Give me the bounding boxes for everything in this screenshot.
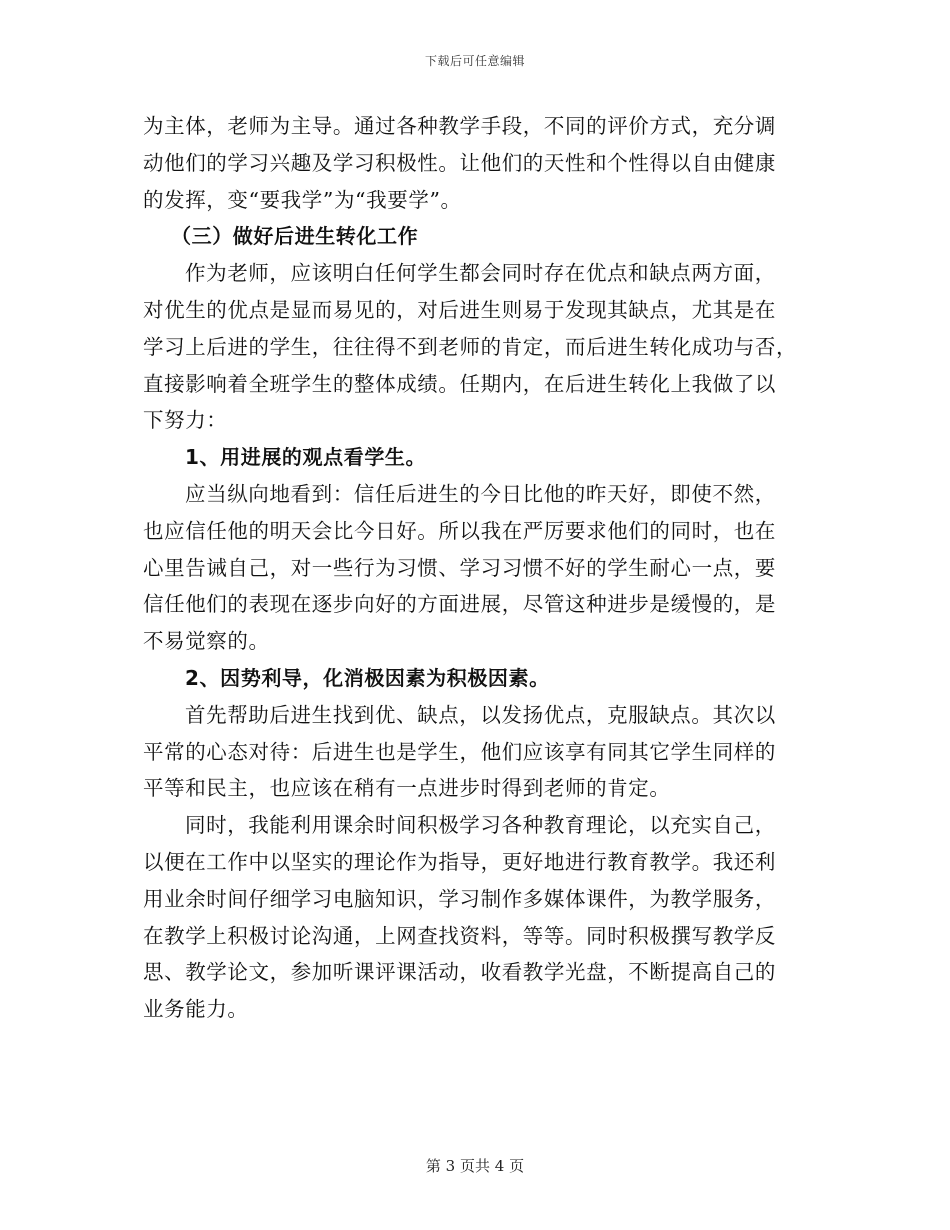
section-heading: （三）做好后进生转化工作 [171, 224, 419, 249]
paragraph-line: 下努力： [143, 408, 228, 433]
paragraph-line: 动他们的学习兴趣及学习积极性。让他们的天性和个性得以自由健康 [143, 150, 776, 175]
paragraph-line: 学习上后进的学生，往往得不到老师的肯定，而后进生转化成功与否， [143, 334, 798, 359]
paragraph-line: 心里告诫自己，对一些行为习惯、学习习惯不好的学生耐心一点，要 [143, 555, 776, 580]
subsection-heading: 1、用进展的观点看学生。 [185, 445, 427, 470]
paragraph-line: 业务能力。 [143, 997, 249, 1022]
paragraph-line: 平等和民主，也应该在稍有一点进步时得到老师的肯定。 [143, 776, 671, 801]
paragraph-line: 对优生的优点是显而易见的，对后进生则易于发现其缺点，尤其是在 [143, 297, 776, 322]
paragraph-line: 为主体，老师为主导。通过各种教学手段，不同的评价方式，充分调 [143, 114, 776, 138]
page-header: 下载后可任意编辑 [424, 54, 525, 68]
paragraph-line: 以便在工作中以坚实的理论作为指导，更好地进行教育教学。我还利 [143, 849, 776, 874]
paragraph-line: 在教学上积极讨论沟通，上网查找资料，等等。同时积极撰写教学反 [143, 923, 776, 948]
paragraph-line: 作为老师，应该明白任何学生都会同时存在优点和缺点两方面， [185, 261, 776, 286]
paragraph-line: 的发挥，变“要我学”为“我要学”。 [143, 187, 462, 212]
subsection-heading: 2、因势利导，化消极因素为积极因素。 [185, 665, 550, 690]
paragraph-line: 同时，我能利用课余时间积极学习各种教育理论，以充实自己， [185, 813, 776, 838]
paragraph-line: 用业余时间仔细学习电脑知识，学习制作多媒体课件，为教学服务， [143, 886, 776, 911]
page-number: 第 3 页共 4 页 [425, 1157, 525, 1175]
paragraph-line: 思、教学论文，参加听课评课活动，收看教学光盘，不断提高自己的 [143, 960, 776, 985]
paragraph-line: 也应信任他的明天会比今日好。所以我在严厉要求他们的同时，也在 [143, 518, 776, 543]
paragraph-line: 不易觉察的。 [143, 629, 270, 654]
paragraph-line: 首先帮助后进生找到优、缺点，以发扬优点，克服缺点。其次以 [185, 702, 776, 727]
document-body [143, 108, 803, 1028]
paragraph-line: 应当纵向地看到：信任后进生的今日比他的昨天好，即使不然， [185, 481, 776, 506]
paragraph-line: 直接影响着全班学生的整体成绩。任期内，在后进生转化上我做了以 [143, 371, 776, 396]
paragraph-line: 信任他们的表现在逐步向好的方面进展，尽管这种进步是缓慢的，是 [143, 592, 776, 617]
paragraph-line: 平常的心态对待：后进生也是学生，他们应该享有同其它学生同样的 [143, 739, 776, 764]
